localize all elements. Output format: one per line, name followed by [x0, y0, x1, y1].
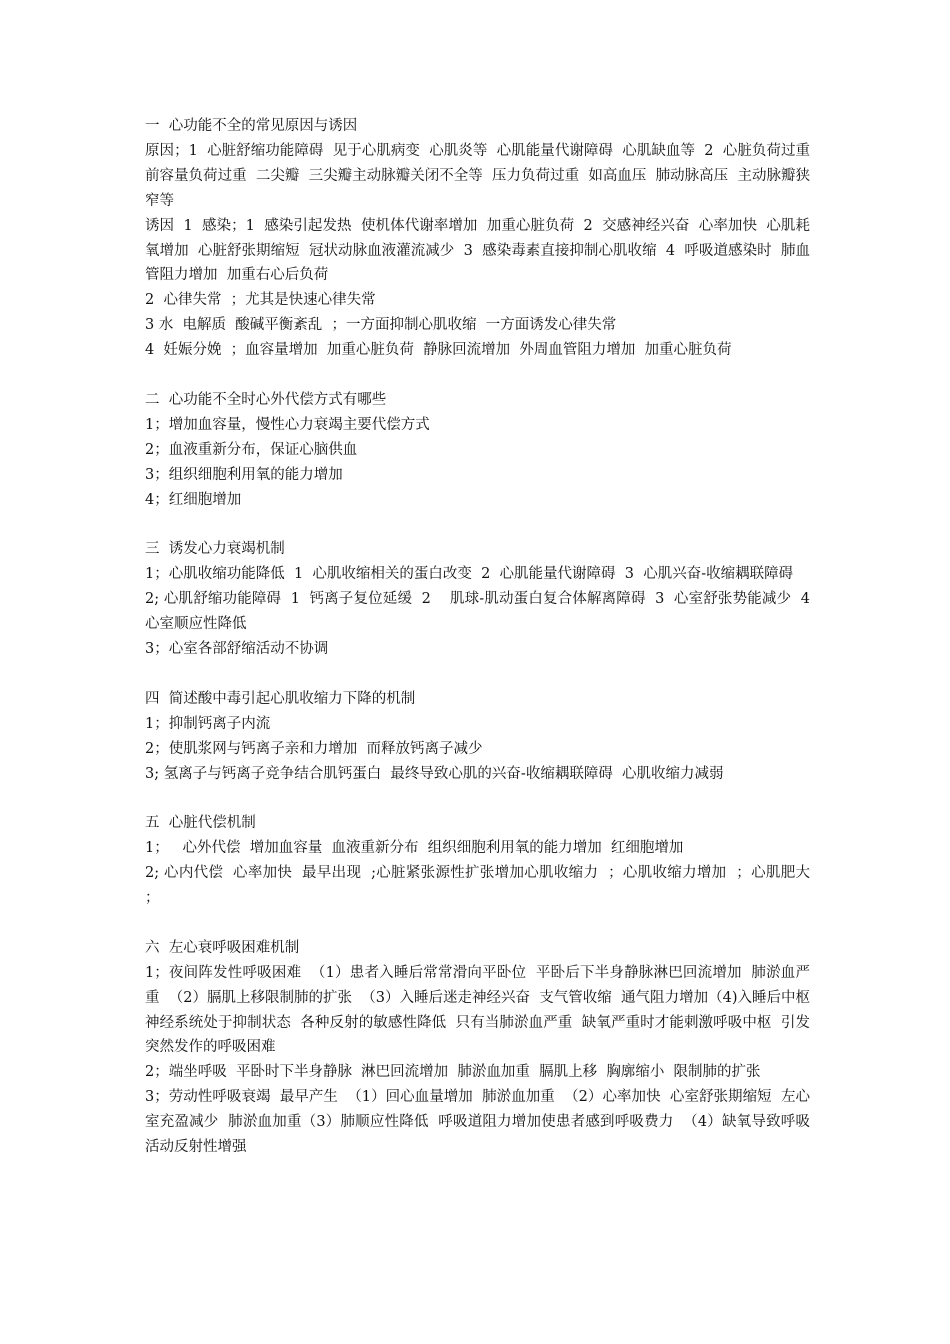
section-2: [145, 388, 810, 513]
document-body: [145, 114, 820, 1160]
paragraph: 诱因 1 感染；1 感染引起发热 使机体代谢率增加 加重心脏负荷 2 交感神经兴奋 心率加快 心肌耗氧增加 心脏舒张期缩短 冠状动脉血液灌流减少 3 感染毒素直接抑制心肌收缩 4 呼吸道感染时 肺血管阻力增加 加重右心后负荷: [145, 217, 810, 284]
paragraph: 3 水 电解质 酸碱平衡紊乱 ；一方面抑制心肌收缩 一方面诱发心律失常: [145, 317, 617, 334]
section-3: [145, 537, 820, 662]
paragraph: 1；夜间阵发性呼吸困难 （1）患者入睡后常常滑向平卧位 平卧后下半身静脉淋巴回流增加 肺淤血严重 （2）膈肌上移限制肺的扩张 （3）入睡后迷走神经兴奋 支气管收缩 通气阻力增加（4)入睡后中枢神经系统处于抑制状态 各种反射的敏感性降低 只有当肺淤血严重 缺氧严重时才能刺激呼吸中枢 引发突然发作的呼吸困难: [145, 964, 810, 1056]
paragraph: 2；血液重新分布，保证心脑供血: [145, 441, 358, 458]
section-title: 四 简述酸中毒引起心肌收缩力下降的机制: [145, 690, 416, 707]
paragraph: 2; 心肌舒缩功能障碍 1 钙离子复位延缓 2 肌球-肌动蛋白复合体解离障碍 3 心室舒张势能减少 4 心室顺应性降低: [145, 591, 820, 633]
paragraph: 1；抑制钙离子内流: [145, 715, 271, 732]
paragraph: 1；心肌收缩功能降低 1 心肌收缩相关的蛋白改变 2 心肌能量代谢障碍 3 心肌兴奋-收缩耦联障碍: [145, 566, 794, 583]
paragraph: 3; 氢离子与钙离子竞争结合肌钙蛋白 最终导致心肌的兴奋-收缩耦联障碍 心肌收缩力减弱: [145, 765, 724, 782]
paragraph: 2; 心内代偿 心率加快 最早出现 ;心脏紧张源性扩张增加心肌收缩力 ；心肌收缩力增加 ；心肌肥大 ；: [145, 865, 820, 907]
paragraph: 2；使肌浆网与钙离子亲和力增加 而释放钙离子减少: [145, 740, 483, 757]
paragraph: 4；红细胞增加: [145, 491, 242, 508]
section-6: [145, 936, 810, 1160]
paragraph: 2 心律失常 ；尤其是快速心律失常: [145, 292, 376, 309]
section-title: 一 心功能不全的常见原因与诱因: [145, 118, 358, 134]
paragraph: 3；心室各部舒缩活动不协调: [145, 641, 329, 657]
section-5: [145, 811, 820, 911]
section-1: [145, 114, 820, 363]
paragraph: 1；增加血容量，慢性心力衰竭主要代偿方式: [145, 416, 430, 433]
paragraph: 2；端坐呼吸 平卧时下半身静脉 淋巴回流增加 肺淤血加重 膈肌上移 胸廓缩小 限制肺的扩张: [145, 1064, 761, 1081]
section-title: 二 心功能不全时心外代偿方式有哪些: [145, 391, 387, 408]
paragraph: 1； 心外代偿 增加血容量 血液重新分布 组织细胞利用氧的能力增加 红细胞增加: [145, 840, 684, 857]
section-title: 三 诱发心力衰竭机制: [145, 541, 285, 558]
section-4: [145, 687, 810, 787]
paragraph: 3；劳动性呼吸衰竭 最早产生 （1）回心血量增加 肺淤血加重 （2）心率加快 心室舒张期缩短 左心室充盈减少 肺淤血加重（3）肺顺应性降低 呼吸道阻力增加使患者感到呼吸费力 （4）缺氧导致呼吸活动反射性增强: [145, 1089, 810, 1156]
paragraph: 原因；1 心脏舒缩功能障碍 见于心肌病变 心肌炎等 心肌能量代谢障碍 心肌缺血等 2 心脏负荷过重 前容量负荷过重 二尖瓣 三尖瓣主动脉瓣关闭不全等 压力负荷过重 如高血压 肺动脉高压 主动脉瓣狭窄等: [145, 142, 820, 209]
paragraph: 4 妊娠分娩 ；血容量增加 加重心脏负荷 静脉回流增加 外周血管阻力增加 加重心脏负荷: [145, 342, 732, 359]
paragraph: 3；组织细胞利用氧的能力增加: [145, 466, 343, 483]
section-title: 六 左心衰呼吸困难机制: [145, 939, 300, 956]
section-title: 五 心脏代偿机制: [145, 815, 256, 832]
